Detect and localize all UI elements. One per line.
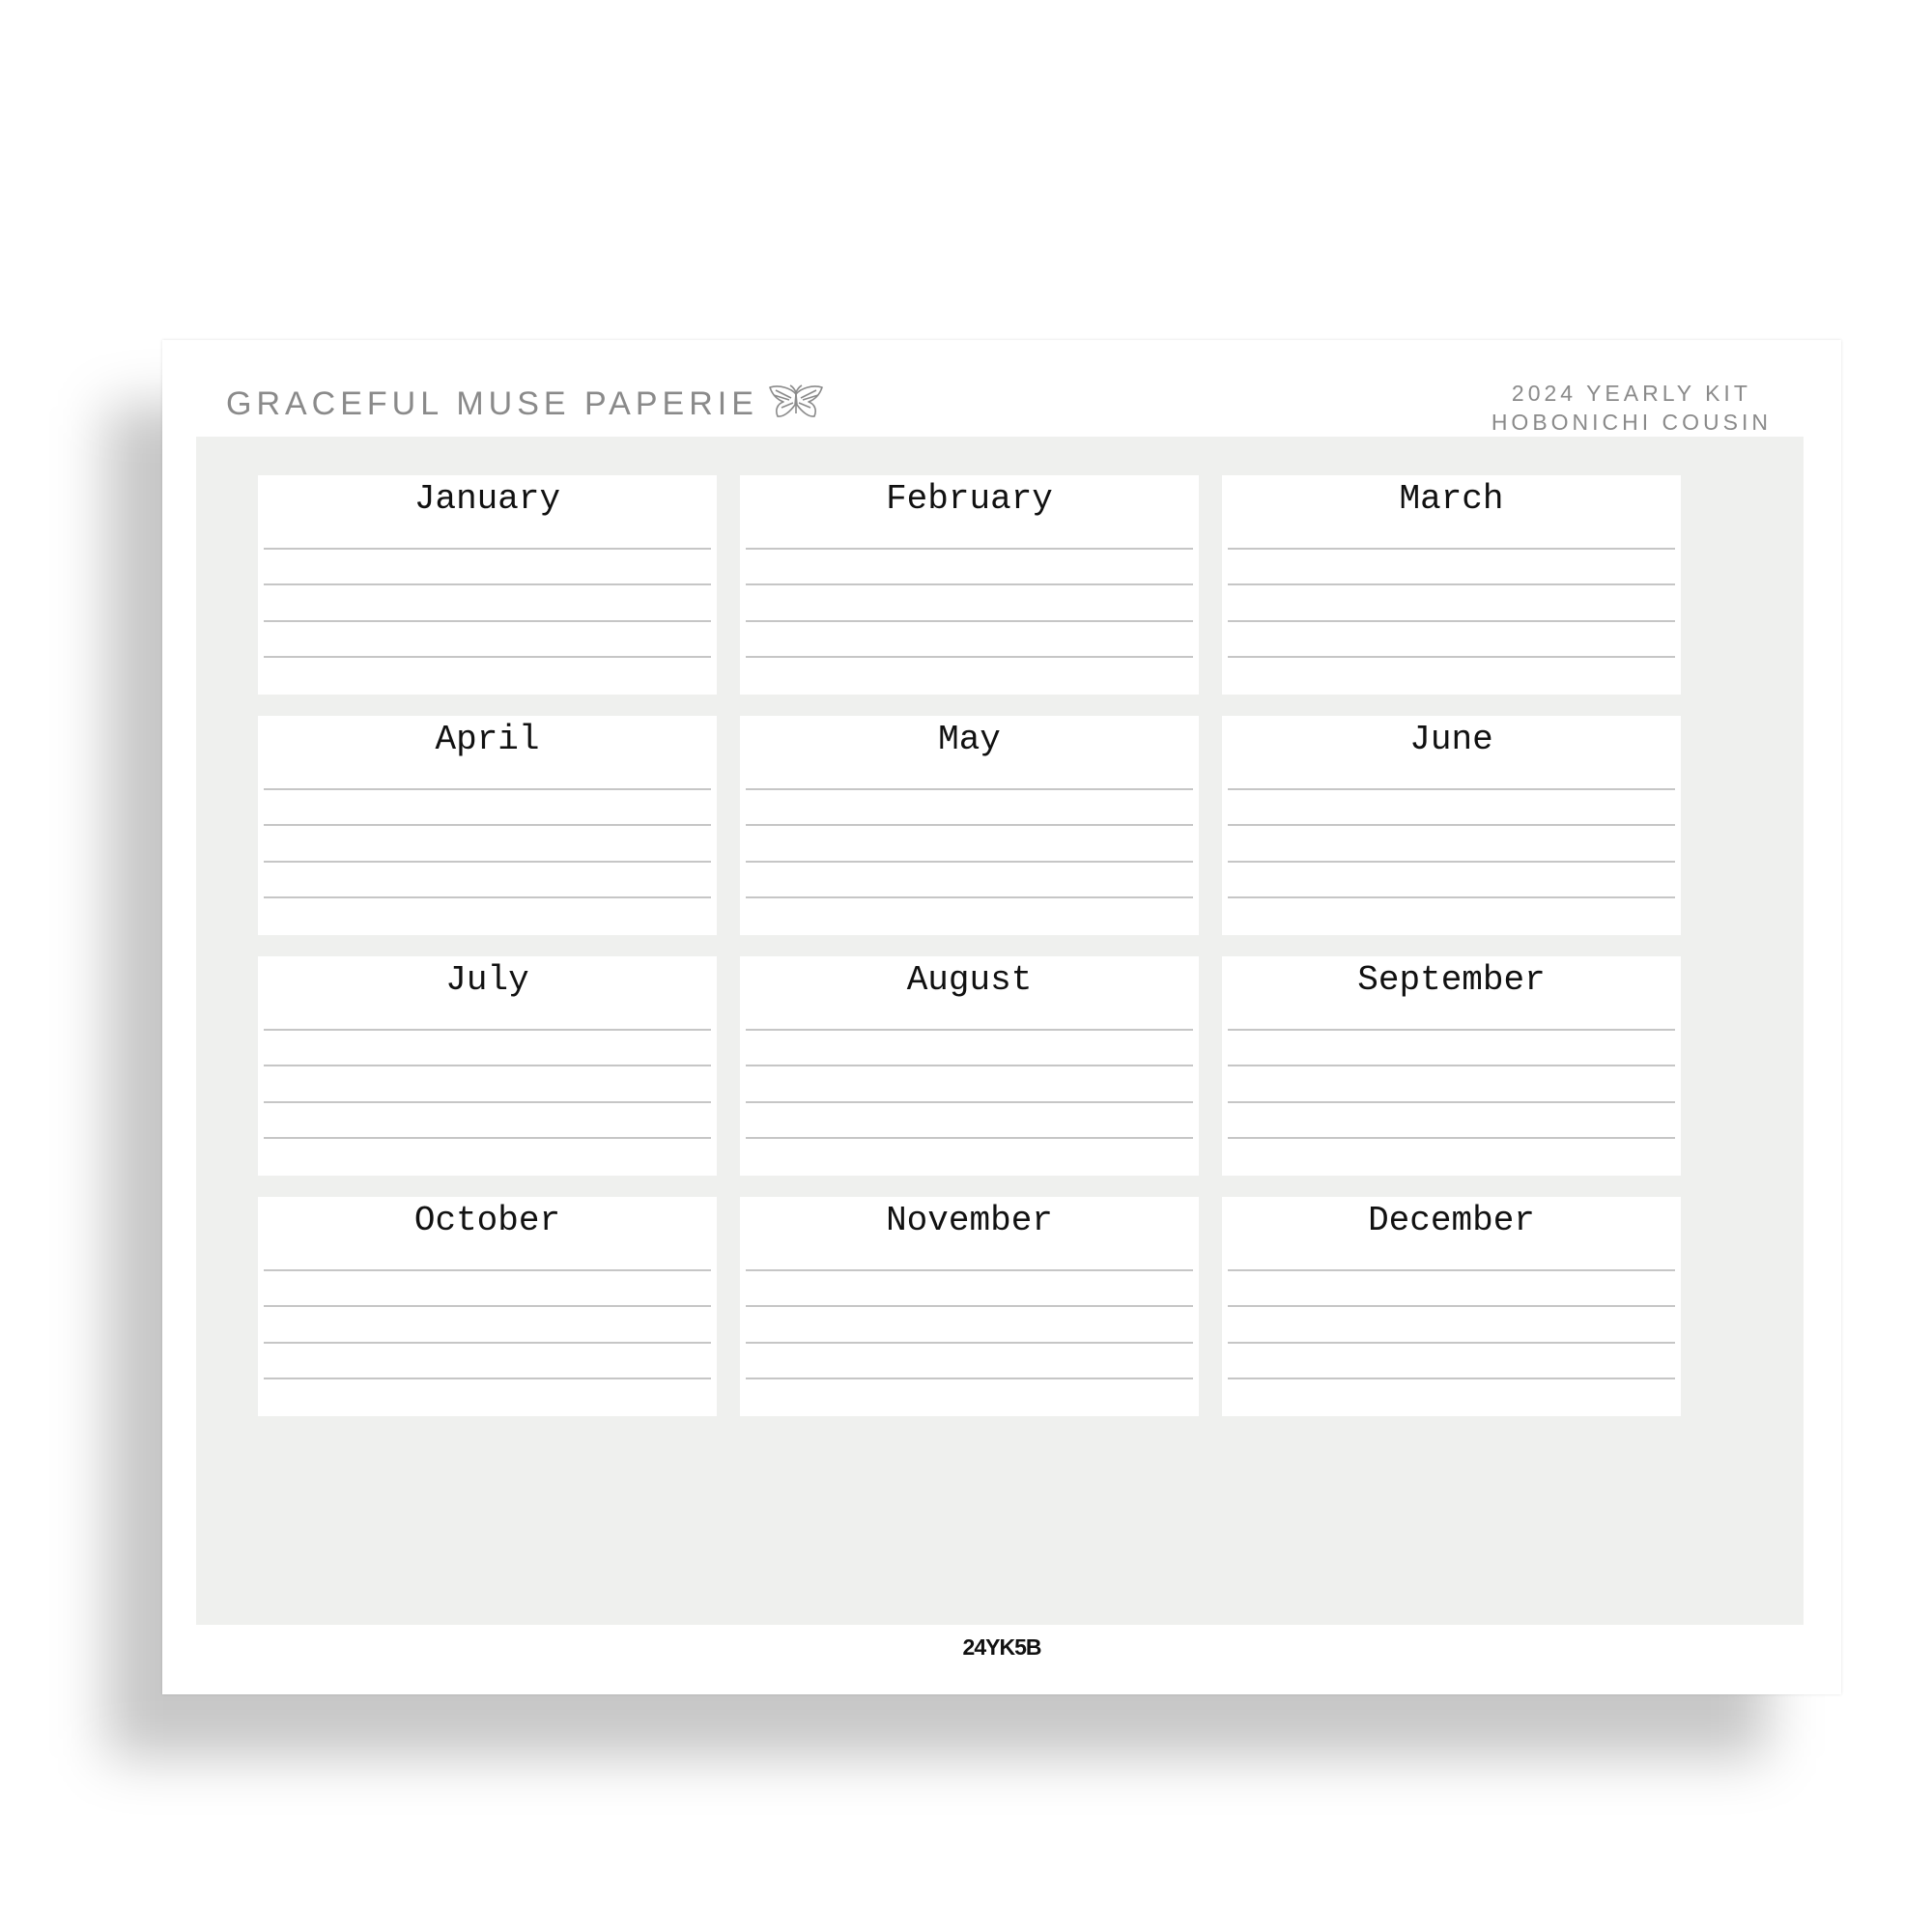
month-card-june[interactable]	[1222, 716, 1681, 935]
writing-line	[1228, 1342, 1675, 1344]
writing-line	[264, 896, 711, 898]
writing-line	[264, 1378, 711, 1379]
writing-line	[264, 1342, 711, 1344]
writing-line	[1228, 824, 1675, 826]
writing-line	[746, 1378, 1193, 1379]
writing-line	[746, 788, 1193, 790]
writing-line	[264, 1029, 711, 1031]
writing-line	[1228, 620, 1675, 622]
writing-line	[1228, 1101, 1675, 1103]
writing-line	[746, 620, 1193, 622]
writing-line	[746, 1305, 1193, 1307]
month-title: October	[413, 1201, 561, 1240]
writing-line	[1228, 548, 1675, 550]
writing-line	[746, 1342, 1193, 1344]
writing-line	[264, 548, 711, 550]
kit-title: 2024 YEARLY KIT	[1511, 381, 1751, 406]
writing-line	[746, 656, 1193, 658]
writing-line	[264, 824, 711, 826]
month-card-february[interactable]	[740, 475, 1199, 695]
month-title: February	[886, 479, 1053, 519]
writing-line	[1228, 1065, 1675, 1066]
writing-line	[746, 896, 1193, 898]
month-card-april[interactable]	[258, 716, 717, 935]
writing-line	[1228, 1269, 1675, 1271]
writing-line	[264, 1137, 711, 1139]
writing-line	[746, 1065, 1193, 1066]
sticker-sheet	[162, 340, 1841, 1694]
writing-line	[746, 824, 1193, 826]
month-card-may[interactable]	[740, 716, 1199, 935]
month-card-january[interactable]	[258, 475, 717, 695]
month-card-july[interactable]	[258, 956, 717, 1176]
month-title: May	[938, 720, 1001, 759]
writing-line	[264, 1269, 711, 1271]
month-card-december[interactable]	[1222, 1197, 1681, 1416]
writing-line	[264, 788, 711, 790]
writing-line	[1228, 656, 1675, 658]
month-title: June	[1409, 720, 1493, 759]
writing-line	[746, 861, 1193, 863]
writing-line	[264, 620, 711, 622]
month-card-october[interactable]	[258, 1197, 717, 1416]
writing-line	[746, 1029, 1193, 1031]
writing-line	[746, 1137, 1193, 1139]
month-title: July	[445, 960, 529, 1000]
writing-line	[1228, 1029, 1675, 1031]
month-title: April	[435, 720, 540, 759]
month-title: January	[413, 479, 561, 519]
month-title: August	[906, 960, 1033, 1000]
sku-code: 24YK5B	[962, 1634, 1041, 1660]
month-grid	[258, 475, 1682, 1416]
writing-line	[1228, 583, 1675, 585]
writing-line	[746, 583, 1193, 585]
month-card-march[interactable]	[1222, 475, 1681, 695]
month-card-september[interactable]	[1222, 956, 1681, 1176]
month-title: March	[1399, 479, 1504, 519]
writing-line	[746, 548, 1193, 550]
writing-line	[264, 656, 711, 658]
writing-line	[1228, 1137, 1675, 1139]
writing-line	[264, 1101, 711, 1103]
brand-header	[226, 384, 826, 423]
brand-name: GRACEFUL MUSE PAPERIE	[226, 384, 758, 422]
writing-line	[1228, 1305, 1675, 1307]
month-card-november[interactable]	[740, 1197, 1199, 1416]
writing-line	[746, 1101, 1193, 1103]
writing-line	[264, 1065, 711, 1066]
writing-line	[1228, 861, 1675, 863]
kit-info	[1492, 379, 1772, 437]
month-title: November	[886, 1201, 1053, 1240]
writing-line	[264, 1305, 711, 1307]
writing-line	[1228, 1378, 1675, 1379]
writing-line	[1228, 896, 1675, 898]
writing-line	[264, 861, 711, 863]
writing-line	[1228, 788, 1675, 790]
month-title: September	[1357, 960, 1546, 1000]
writing-line	[746, 1269, 1193, 1271]
writing-line	[264, 583, 711, 585]
kit-planner-size: HOBONICHI COUSIN	[1491, 410, 1772, 435]
butterfly-icon	[766, 384, 826, 423]
month-title: December	[1368, 1201, 1535, 1240]
month-card-august[interactable]	[740, 956, 1199, 1176]
